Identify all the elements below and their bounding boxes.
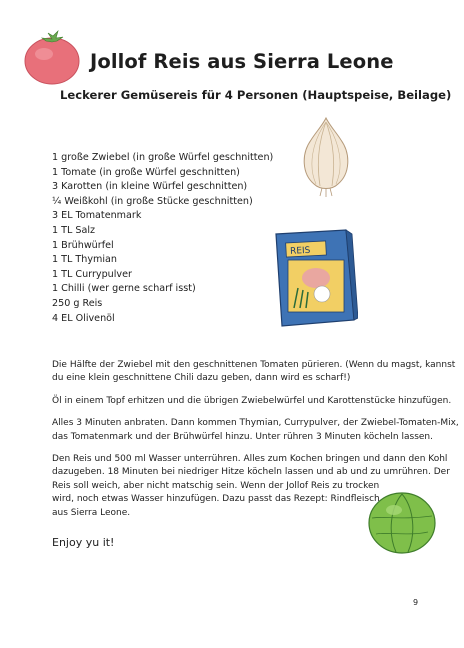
closing-remark: Enjoy yu it! [52, 536, 115, 549]
ingredient-item: 1 große Zwiebel (in große Würfel geschnitten) [52, 152, 274, 163]
ingredient-item: 1 TL Thymian [52, 254, 117, 266]
step-line: Die Hälfte der Zwiebel mit den geschnittenen Tomaten pürieren. (Wenn du magst, kannst [52, 360, 456, 370]
instruction-step [52, 395, 452, 408]
instruction-step [52, 359, 456, 386]
rice-box-icon [272, 228, 358, 328]
ingredient-item: 4 EL Olivenöl [52, 312, 115, 324]
recipe-subtitle: Leckerer Gemüsereis für 4 Personen (Hauptspeise, Beilage) [60, 88, 452, 102]
ingredient-item: 1 Brühwürfel [52, 239, 114, 251]
step-line: wird, noch etwas Wasser hinzufügen. Dazu passt das Rezept: Rindfleisch [52, 494, 380, 505]
ingredient-item: ¼ Weißkohl (in große Stücke geschnitten) [52, 195, 253, 207]
step-line: Öl in einem Topf erhitzen und die übrigen Zwiebelwürfel und Karottenstücke hinzufügen. [52, 395, 452, 406]
ingredient-item: 1 TL Salz [52, 224, 96, 236]
step-line: Reis soll weich, aber nicht matschig sein. Wenn der Jollof Reis zu trocken [52, 480, 380, 491]
ingredient-item: 250 g Reis [52, 297, 103, 309]
step-line: Alles 3 Minuten anbraten. Dann kommen Thymian, Currypulver, der Zwiebel-Tomaten-Mix, [52, 418, 459, 429]
instruction-step [52, 417, 459, 444]
step-line: Den Reis und 500 ml Wasser unterrühren. Alles zum Kochen bringen und dann den Kohl [52, 454, 448, 465]
ingredient-list [52, 151, 273, 326]
step-line: dazugeben. 18 Minuten bei niedriger Hitze köcheln lassen und ab und zu umrühren. Der [52, 467, 450, 478]
ingredient-item: 1 Chilli (wer gerne scharf isst) [52, 283, 196, 295]
page-number: 9 [413, 598, 419, 607]
tomato-icon [20, 28, 84, 88]
ingredient-item: 1 Tomate (in große Würfel geschnitten) [52, 166, 240, 178]
step-line: du eine klein geschnittene Chili dazu geben, dann wird es scharf!) [52, 373, 351, 384]
step-line: aus Sierra Leone. [52, 507, 131, 518]
ingredient-item: 1 TL Currypulver [52, 268, 132, 280]
rice-box-label: REIS [289, 245, 311, 257]
ingredient-item: 3 EL Tomatenmark [52, 210, 142, 222]
step-line: das Tomatenmark und der Brühwürfel hinzu. Unter rühren 3 Minuten köcheln lassen. [52, 431, 433, 442]
ingredient-item: 3 Karotten (in kleine Würfel geschnitten) [52, 181, 248, 193]
recipe-title: Jollof Reis aus Sierra Leone [90, 50, 394, 73]
onion-icon [296, 112, 356, 200]
cabbage-icon [366, 488, 438, 556]
